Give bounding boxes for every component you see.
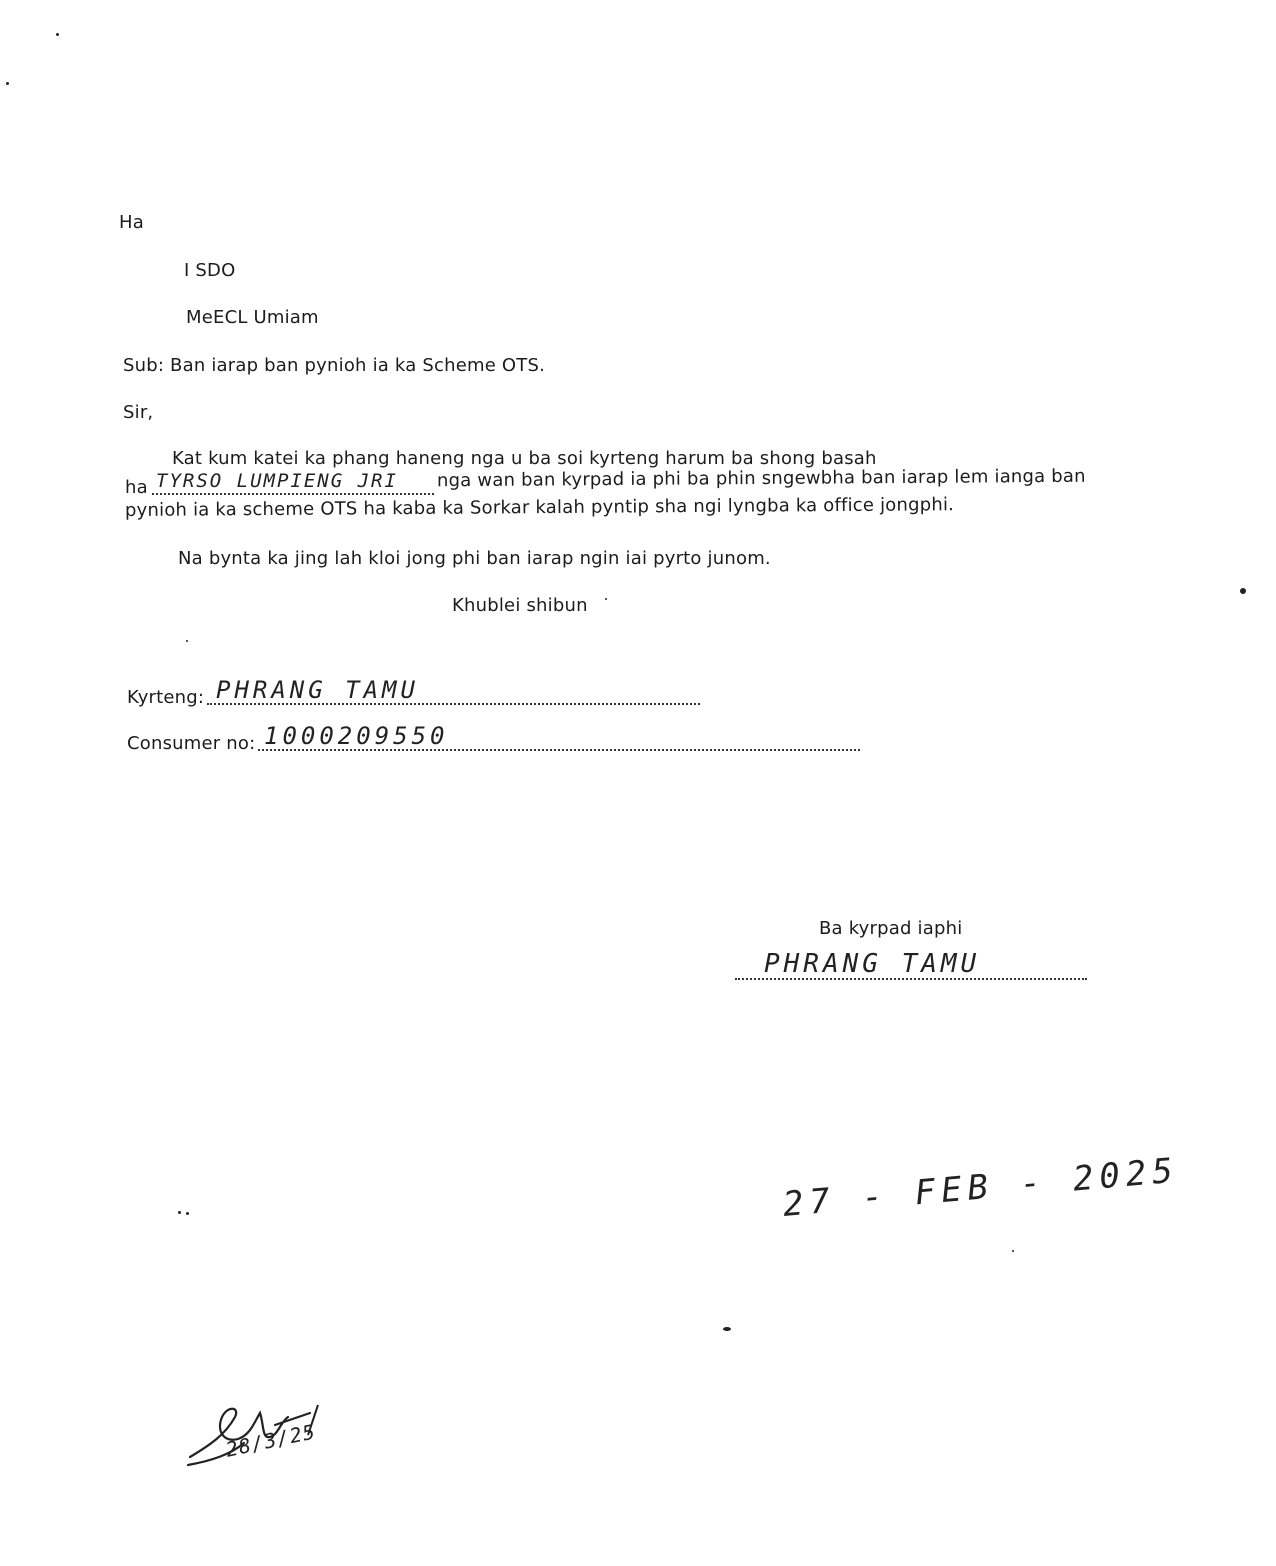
closing: Khublei shibun (452, 595, 588, 616)
greeting: Sir, (123, 402, 154, 423)
body-line-4: Na bynta ka jing lah kloi jong phi ban iarap ngin iai pyrto junom. (178, 548, 771, 569)
scan-speck (186, 1212, 189, 1215)
scan-speck (723, 1327, 731, 1331)
scan-speck (56, 33, 59, 36)
subject-line: Sub: Ban iarap ban pynioh ia ka Scheme OTS. (123, 355, 546, 376)
body-line-1: Kat kum katei ka phang haneng nga u ba soi kyrteng harum ba shong basah (172, 448, 877, 469)
body-line-3: pynioh ia ka scheme OTS ha kaba ka Sorkar kalah pyntip sha ngi lyngba ka office jongphi. (124, 494, 955, 521)
body-line-2-prefix: ha (125, 477, 148, 498)
scan-speck (1012, 1250, 1014, 1252)
scan-speck (6, 82, 9, 85)
scan-speck (605, 598, 607, 600)
date-handwritten: 27 - FEB - 2025 (781, 1150, 1181, 1225)
scan-speck (178, 1211, 181, 1214)
consumer-label: Consumer no: (127, 733, 256, 754)
signature-name-handwritten: PHRANG TAMU (764, 949, 981, 979)
scan-speck (1240, 588, 1246, 594)
signature-label: Ba kyrpad iaphi (819, 918, 963, 939)
scan-speck (186, 640, 188, 642)
consumer-handwritten: 1000209550 (264, 722, 449, 750)
initials-date: 28/3/25 (223, 1419, 318, 1462)
village-dotted-line (152, 493, 434, 495)
salutation-to: Ha (119, 212, 144, 233)
name-handwritten: PHRANG TAMU (216, 676, 419, 704)
recipient-office: MeECL Umiam (186, 307, 319, 328)
village-handwritten: TYRSO LUMPIENG JRI (156, 470, 398, 492)
signature-dotted-line (735, 978, 1087, 980)
name-label: Kyrteng: (127, 687, 205, 708)
body-line-2-suffix: nga wan ban kyrpad ia phi ba phin sngewbha ban iarap lem ianga ban (436, 465, 1086, 492)
recipient-title: I SDO (184, 260, 236, 281)
